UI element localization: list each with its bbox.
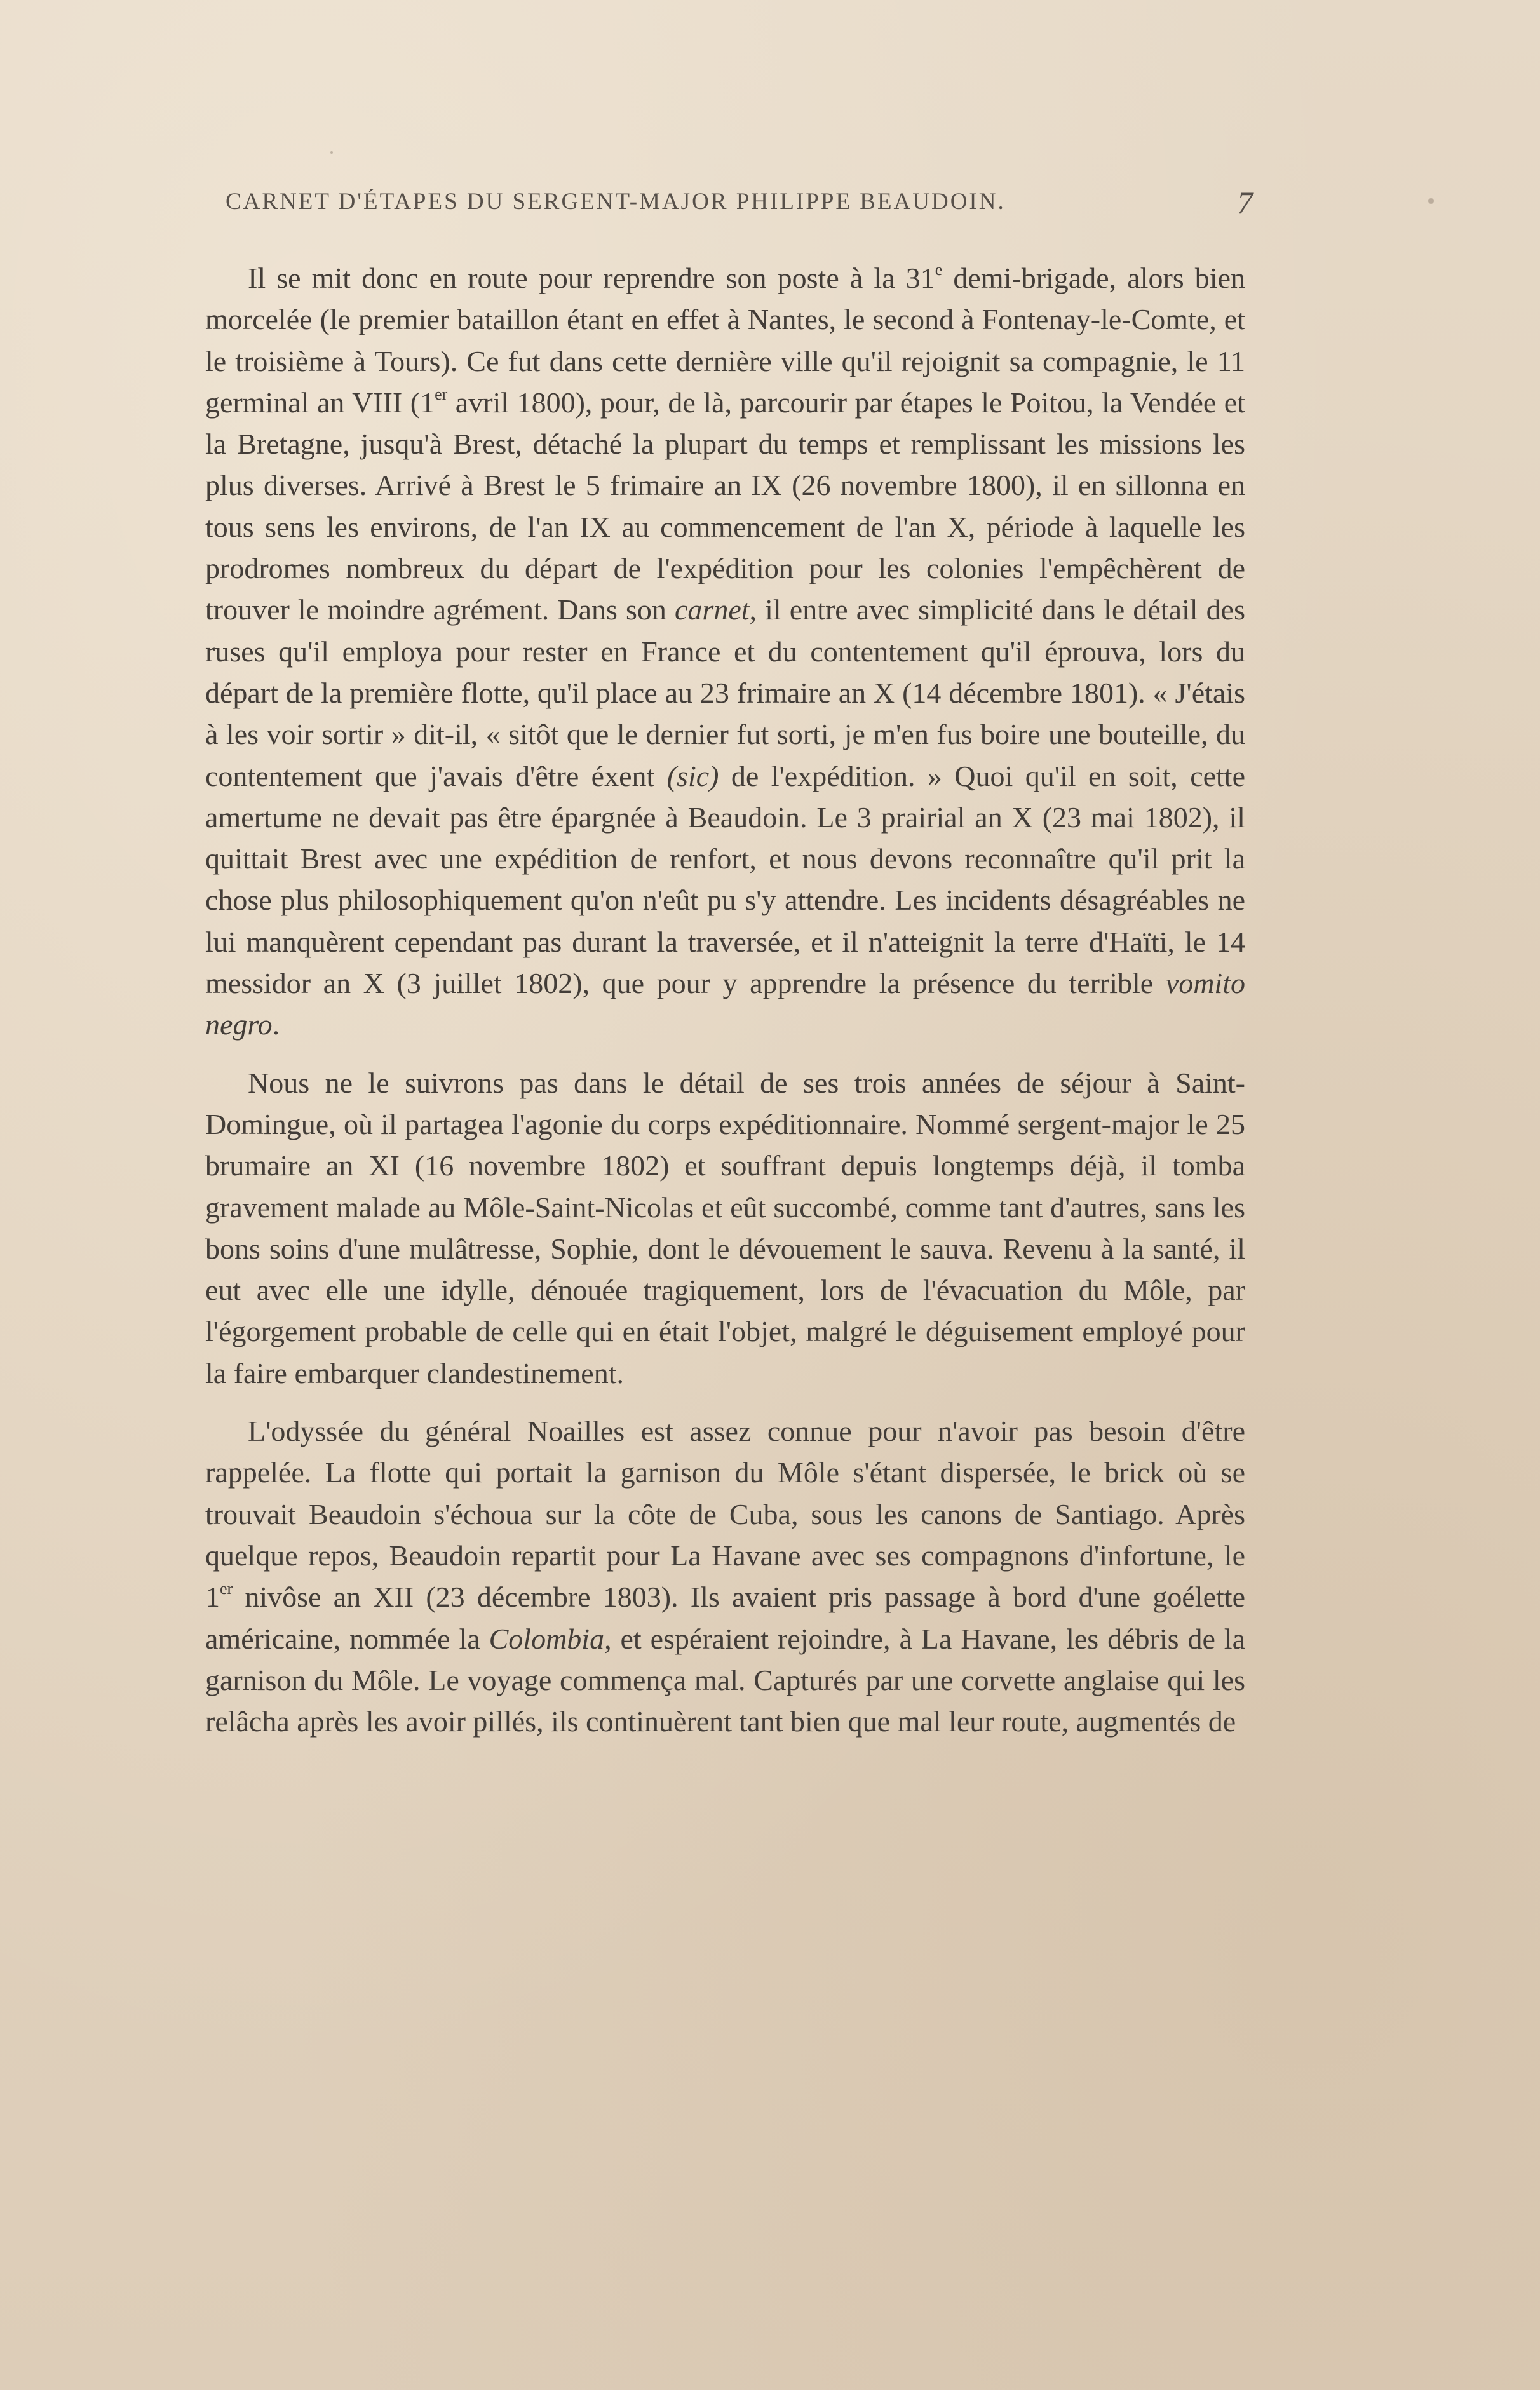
italic-term: (sic) [666, 759, 719, 792]
text-run: Nous ne le suivrons pas dans le détail de ses trois années de séjour à Saint-Domingue, où il partagea l'agonie du corps expéditionnaire. Nommé sergent-major le 25 brumaire an XI (16 novembre 1802) et souffrant depuis longtemps déjà, il tomba gravement malade au Môle-Saint-Nicolas et eût succombé, comme tant d'autres, sans les bons soins d'une mulâtresse, Sophie, dont le dévouement le sauva. Revenu à la santé, il eut avec elle une idylle, dénouée tragiquement, lors de l'évacuation du Môle, par l'égorgement probable de celle qui en était l'objet, malgré le déguisement employé pour la faire embarquer clandestinement. [205, 1066, 1245, 1389]
paragraph-2 [205, 1062, 1245, 1394]
body-text [205, 257, 1245, 1742]
text-run: , et espéraient rejoindre, à La Havane, les débris de la garnison du Môle. Le voyage commença mal. Capturés par une corvette anglaise qui les relâcha après les avoir pillés, ils continuèrent tant bien que mal leur route, augmentés de [205, 1622, 1245, 1738]
superscript: er [220, 1579, 233, 1598]
paper-speck [1428, 198, 1434, 204]
superscript: er [435, 384, 448, 403]
page-number: 7 [1237, 185, 1255, 220]
text-run: avril 1800), pour, de là, parcourir par étapes le Poitou, la Vendée et la Bretagne, jusqu'à Brest, détaché la plupart du temps et remplissant les missions les plus diverses. Arrivé à Brest le 5 frimaire an IX (26 novembre 1800), il en sillonna en tous sens les environs, de l'an IX au commencement de l'an X, période à laquelle les prodromes nombreux du départ de l'expédition pour les colonies l'empêchèrent de trouver le moindre agrément. Dans son [205, 386, 1245, 626]
italic-term: vomito negro [205, 967, 1245, 1041]
paragraph-1 [205, 257, 1245, 1046]
italic-term: carnet [675, 593, 750, 626]
paper-speck [1166, 1606, 1170, 1609]
text-run: Il se mit donc en route pour reprendre son poste à la 31 [248, 262, 935, 294]
text-run: . [272, 1008, 280, 1041]
running-head-title: CARNET D'ÉTAPES DU SERGENT-MAJOR PHILIPPE BEAUDOIN. [226, 189, 1006, 215]
text-run: L'odyssée du général Noailles est assez connue pour n'avoir pas besoin d'être rappelée. La flotte qui portait la garnison du Môle s'étant dispersée, le brick où se trouvait Beaudoin s'échoua sur la côte de Cuba, sous les canons de Santiago. Après quelque repos, Beaudoin repartit pour La Havane avec ses compagnons d'infortune, le 1 [205, 1415, 1245, 1614]
text-run: demi-brigade, alors bien morcelée (le premier bataillon étant en effet à Nantes, le second à Fontenay-le-Comte, et le troisième à Tours). Ce fut dans cette dernière ville qu'il rejoignit sa compagnie, le 11 germinal an VIII (1 [205, 262, 1245, 419]
running-head [226, 185, 1255, 226]
text-run: de l'expédition. » Quoi qu'il en soit, cette amertume ne devait pas être épargnée à Beaudoin. Le 3 prairial an X (23 mai 1802), il quittait Brest avec une expédition de renfort, et nous devons reconnaître qu'il prit la chose plus philosophiquement qu'on n'eût pu s'y attendre. Les incidents désagréables ne lui manquèrent cependant pas durant la traversée, et il n'atteignit la terre d'Haïti, le 14 messidor an X (3 juillet 1802), que pour y apprendre la présence du terrible [205, 759, 1246, 1000]
italic-term: Colombia [489, 1622, 605, 1655]
text-run: nivôse an XII (23 décembre 1803). Ils avaient pris passage à bord d'une goélette américaine, nommée la [205, 1581, 1245, 1655]
superscript: e [935, 260, 943, 279]
text-run: , il entre avec simplicité dans le détail des ruses qu'il employa pour rester en France et du contentement qu'il éprouva, lors du départ de la première flotte, qu'il place au 23 frimaire an X (14 décembre 1801). « J'étais à les voir sortir » dit-il, « sitôt que le dernier fut sorti, je m'en fus boire une bouteille, du contentement que j'avais d'être éxent [205, 593, 1245, 792]
paper-speck [330, 151, 333, 154]
paragraph-3 [205, 1410, 1245, 1742]
